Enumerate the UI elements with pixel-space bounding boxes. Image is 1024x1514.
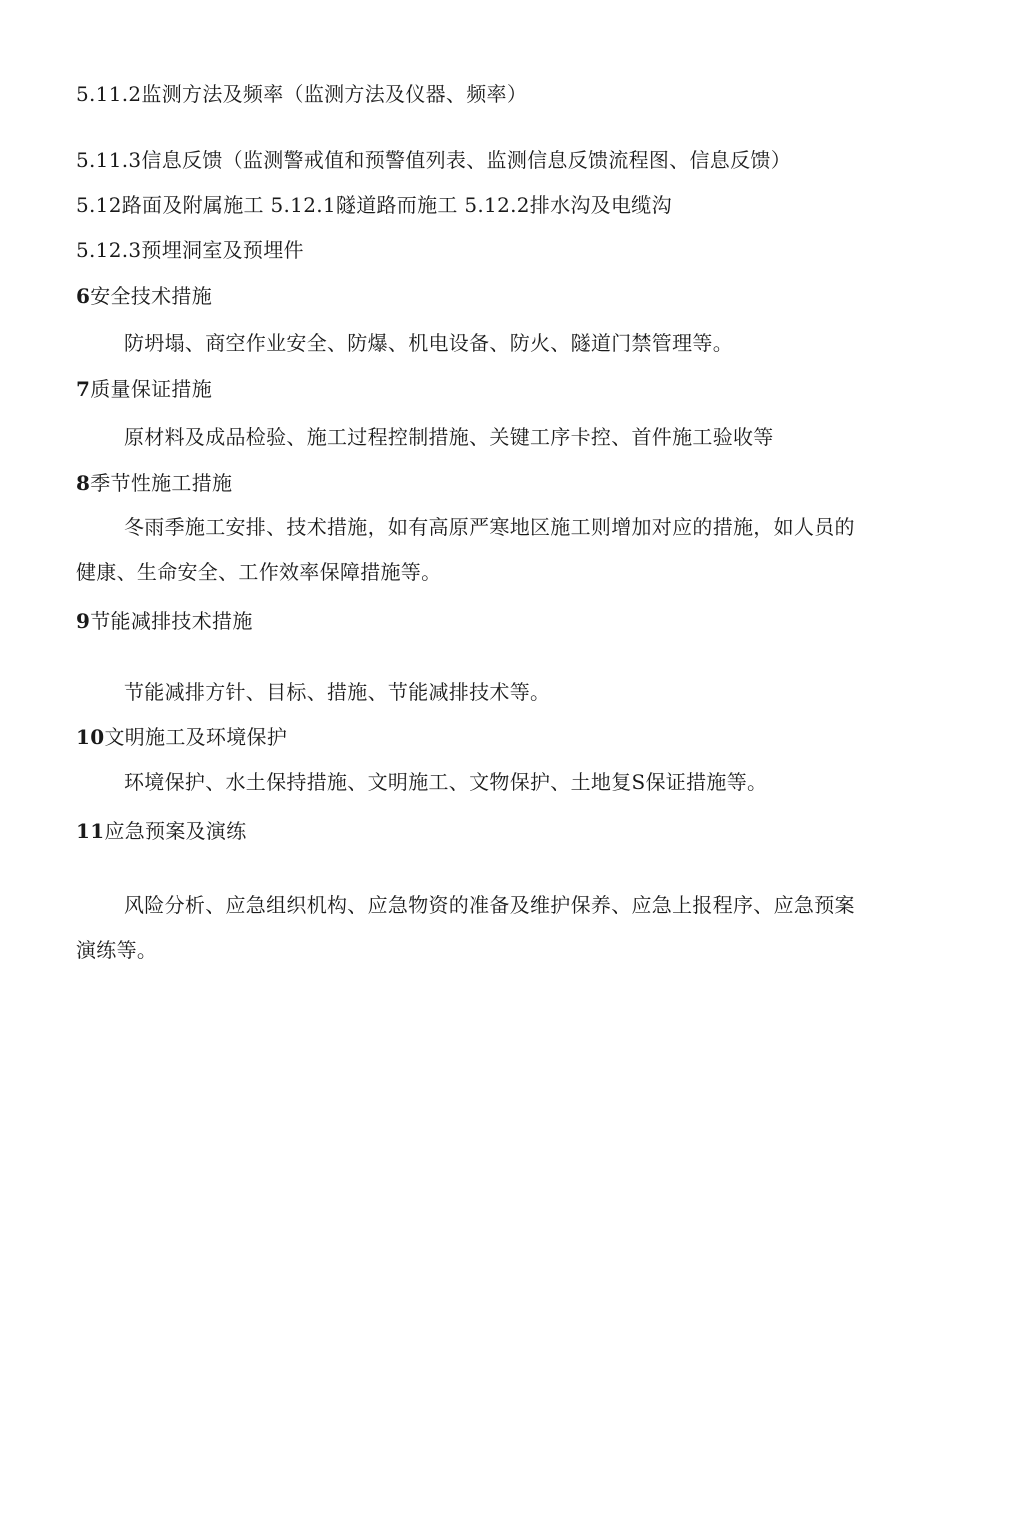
section-10-heading [76,725,287,749]
section-9-body: 节能减排方针、目标、措施、节能减排技术等。 [124,680,551,704]
text-line-5-12: 5.12路面及附属施工 5.12.1隧道路而施工 5.12.2排水沟及电缆沟 [76,193,672,217]
section-7-body: 原材料及成品检验、施工过程控制措施、关键工序卡控、首件施工验收等 [124,425,774,449]
text-line-5-12-3: 5.12.3预埋洞室及预埋件 [76,238,304,262]
section-6-title: 安全技术措施 [90,284,213,308]
section-8-title: 季节性施工措施 [90,471,233,495]
section-11-title: 应急预案及演练 [104,819,247,843]
section-9-title: 节能减排技术措施 [90,609,253,633]
section-7-heading [76,377,212,401]
section-7-number: 7 [76,377,91,401]
text-line-5-11-3: 5.11.3信息反馈（监测警戒值和预警值列表、监测信息反馈流程图、信息反馈） [76,148,792,172]
section-6-heading [76,284,212,308]
section-11-body-line-1: 风险分析、应急组织机构、应急物资的准备及维护保养、应急上报程序、应急预案 [124,893,855,917]
section-11-number: 11 [76,819,105,843]
section-11-heading [76,819,247,843]
section-6-number: 6 [76,284,91,308]
section-9-number: 9 [76,609,91,633]
text-line-5-11-2: 5.11.2监测方法及频率（监测方法及仪器、频率） [76,82,528,106]
section-10-body: 环境保护、水土保持措施、文明施工、文物保护、土地复S保证措施等。 [124,770,768,794]
section-7-title: 质量保证措施 [90,377,213,401]
section-8-body-line-2: 健康、生命安全、工作效率保障措施等。 [76,560,442,584]
section-6-body: 防坍塌、商空作业安全、防爆、机电设备、防火、隧道门禁管理等。 [124,331,733,355]
section-8-heading [76,471,232,495]
section-10-number: 10 [76,725,105,749]
section-10-title: 文明施工及环境保护 [104,725,288,749]
section-8-number: 8 [76,471,91,495]
section-8-body-line-1: 冬雨季施工安排、技术措施，如有高原严寒地区施工则增加对应的措施，如人员的 [124,515,855,539]
section-9-heading [76,609,253,633]
section-11-body-line-2: 演练等。 [76,938,158,962]
